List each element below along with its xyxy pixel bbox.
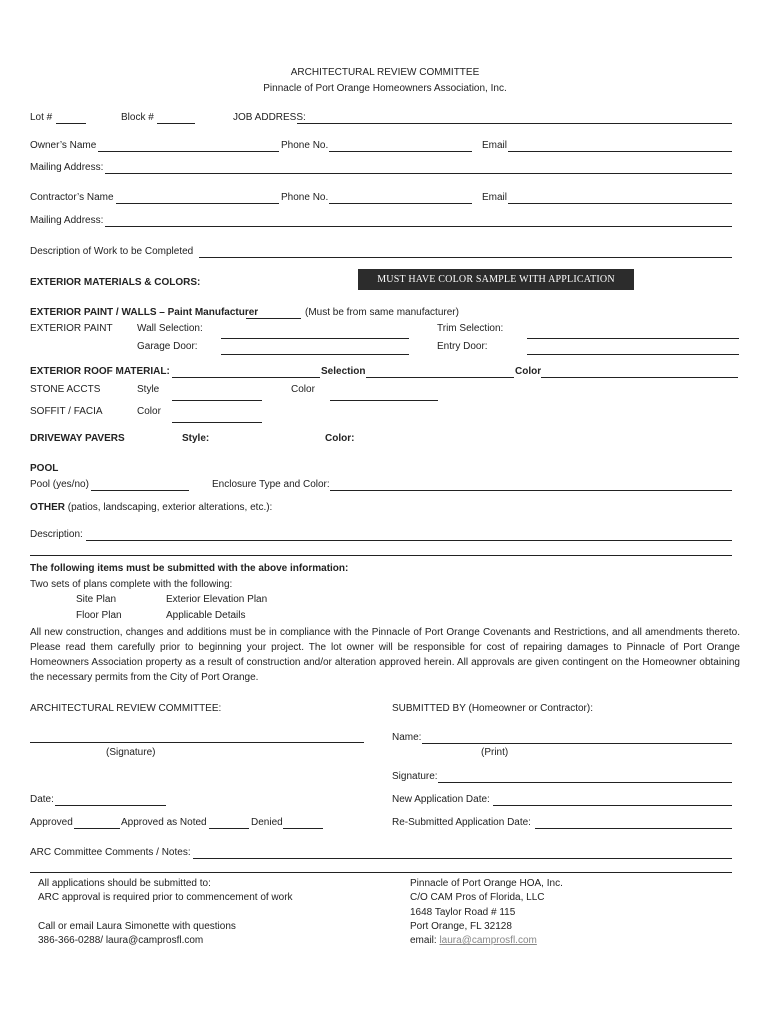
- pool-heading: POOL: [30, 463, 59, 474]
- roof-selection-field[interactable]: [366, 377, 514, 378]
- footer-street: 1648 Taylor Road # 115: [410, 907, 516, 918]
- date-label: Date:: [30, 794, 54, 805]
- materials-heading: EXTERIOR MATERIALS & COLORS:: [30, 277, 201, 288]
- footer-email: [410, 935, 537, 946]
- contractor-phone-label: Phone No.: [281, 192, 329, 203]
- block-field[interactable]: [157, 123, 195, 124]
- paint-heading: EXTERIOR PAINT / WALLS – Paint Manufacturer: [30, 307, 259, 318]
- footer-care-of: C/O CAM Pros of Florida, LLC: [410, 892, 545, 903]
- other-heading: [30, 502, 272, 513]
- trim-selection-field[interactable]: [527, 338, 739, 339]
- job-address-label: JOB ADDRESS:: [233, 112, 306, 123]
- signature-caption: (Signature): [106, 747, 156, 758]
- block-label: Block #: [121, 112, 154, 123]
- contractor-mailing-label: Mailing Address:: [30, 215, 104, 226]
- denied-field[interactable]: [283, 828, 323, 829]
- owner-email-field[interactable]: [508, 151, 732, 152]
- submitted-by-label: SUBMITTED BY (Homeowner or Contractor):: [392, 703, 593, 714]
- comments-label: ARC Committee Comments / Notes:: [30, 847, 191, 858]
- roof-color-label: Color: [515, 366, 542, 377]
- name-label: Name:: [392, 732, 422, 743]
- job-address-field[interactable]: [297, 123, 732, 124]
- paint-manufacturer-field[interactable]: [246, 318, 301, 319]
- footer-submit-to: All applications should be submitted to:: [38, 878, 211, 889]
- soffit-color-label: Color: [137, 406, 161, 417]
- contractor-email-label: Email: [482, 192, 508, 203]
- exterior-paint-label: EXTERIOR PAINT: [30, 323, 113, 334]
- pool-enclosure-field[interactable]: [330, 490, 732, 491]
- garage-door-field[interactable]: [221, 354, 409, 355]
- soffit-label: SOFFIT / FACIA: [30, 406, 103, 417]
- footer-questions: Call or email Laura Simonette with questions: [38, 921, 236, 932]
- comments-field[interactable]: [193, 858, 732, 859]
- footer-contact: 386-366-0288/ laura@camprosfl.com: [38, 935, 204, 946]
- two-sets-text: Two sets of plans complete with the following:: [30, 579, 233, 590]
- stone-style-label: Style: [137, 384, 160, 395]
- approved-as-noted-label: Approved as Noted: [121, 817, 207, 828]
- owner-name-field[interactable]: [98, 151, 279, 152]
- trim-selection-label: Trim Selection:: [437, 323, 504, 334]
- roof-material-field[interactable]: [172, 377, 320, 378]
- color-sample-banner: MUST HAVE COLOR SAMPLE WITH APPLICATION: [358, 269, 634, 290]
- footer-email-label: email:: [410, 935, 440, 946]
- pool-yes-no-field[interactable]: [91, 490, 189, 491]
- approved-as-noted-field[interactable]: [209, 828, 249, 829]
- contractor-phone-field[interactable]: [329, 203, 472, 204]
- floor-plan-text: Floor Plan: [76, 610, 122, 621]
- footer-hoa-name: Pinnacle of Port Orange HOA, Inc.: [410, 878, 563, 889]
- entry-door-field[interactable]: [527, 354, 739, 355]
- signature-label: Signature:: [392, 771, 438, 782]
- submitter-signature-field[interactable]: [438, 782, 732, 783]
- footer-approval-required: ARC approval is required prior to commencement of work: [38, 892, 293, 903]
- roof-selection-label: Selection: [321, 366, 366, 377]
- stone-label: STONE ACCTS: [30, 384, 101, 395]
- new-app-date-label: New Application Date:: [392, 794, 490, 805]
- description-field[interactable]: [199, 257, 732, 258]
- contractor-mailing-field[interactable]: [105, 226, 732, 227]
- other-heading-label: OTHER: [30, 502, 65, 513]
- submit-heading: The following items must be submitted with the above information:: [30, 563, 349, 574]
- resubmitted-field[interactable]: [535, 828, 732, 829]
- approved-label: Approved: [30, 817, 73, 828]
- other-description-field-2[interactable]: [30, 555, 732, 556]
- driveway-style-label: Style:: [182, 433, 210, 444]
- wall-selection-field[interactable]: [221, 338, 409, 339]
- new-app-date-field[interactable]: [493, 805, 732, 806]
- site-plan-text: Site Plan: [76, 594, 117, 605]
- pool-enclosure-label: Enclosure Type and Color:: [212, 479, 330, 490]
- lot-label: Lot #: [30, 112, 53, 123]
- other-description-label: Description:: [30, 529, 83, 540]
- date-field[interactable]: [55, 805, 166, 806]
- comments-field-2[interactable]: [30, 872, 732, 873]
- footer-city: Port Orange, FL 32128: [410, 921, 512, 932]
- form-title: ARCHITECTURAL REVIEW COMMITTEE: [290, 67, 480, 78]
- owner-name-label: Owner’s Name: [30, 140, 97, 151]
- footer-email-link[interactable]: laura@camprosfl.com: [439, 935, 537, 946]
- owner-phone-field[interactable]: [329, 151, 472, 152]
- stone-style-field[interactable]: [172, 400, 262, 401]
- other-heading-detail: (patios, landscaping, exterior alterations, etc.):: [65, 502, 273, 513]
- paint-note: (Must be from same manufacturer): [305, 307, 459, 318]
- approved-field[interactable]: [74, 828, 120, 829]
- contractor-name-label: Contractor’s Name: [30, 192, 114, 203]
- print-caption: (Print): [481, 747, 509, 758]
- compliance-paragraph: [30, 625, 740, 685]
- applicable-details-text: Applicable Details: [166, 610, 246, 621]
- denied-label: Denied: [251, 817, 283, 828]
- resubmitted-label: Re-Submitted Application Date:: [392, 817, 531, 828]
- lot-field[interactable]: [56, 123, 86, 124]
- arc-committee-label: ARCHITECTURAL REVIEW COMMITTEE:: [30, 703, 222, 714]
- stone-color-field[interactable]: [330, 400, 438, 401]
- driveway-label: DRIVEWAY PAVERS: [30, 433, 125, 444]
- owner-phone-label: Phone No.: [281, 140, 329, 151]
- other-description-field[interactable]: [86, 540, 732, 541]
- name-field[interactable]: [422, 743, 732, 744]
- exterior-elevation-text: Exterior Elevation Plan: [166, 594, 268, 605]
- contractor-name-field[interactable]: [116, 203, 279, 204]
- stone-color-label: Color: [291, 384, 315, 395]
- arc-signature-field[interactable]: [30, 742, 364, 743]
- pool-yes-no-label: Pool (yes/no): [30, 479, 89, 490]
- driveway-color-label: Color:: [325, 433, 355, 444]
- contractor-email-field[interactable]: [508, 203, 732, 204]
- description-label: Description of Work to be Completed: [30, 246, 194, 257]
- entry-door-label: Entry Door:: [437, 341, 488, 352]
- owner-email-label: Email: [482, 140, 508, 151]
- compliance-paragraph-text: All new construction, changes and additions must be in compliance with the Pinnacle of Port Orange Covenants and Restrictions, and all amendments thereto. Please read them carefully prior to beginning your project. The lot owner will be responsible for cost of repairing damages to Pinnacle of Port Orange Homeowners Association property as a result of construction and/or alteration approved herein. All approvals are given contingent on the Homeowner obtaining the necessary permits from the City of Port Orange.: [30, 627, 740, 683]
- garage-door-label: Garage Door:: [137, 341, 198, 352]
- roof-color-field[interactable]: [541, 377, 738, 378]
- owner-mailing-field[interactable]: [105, 173, 732, 174]
- wall-selection-label: Wall Selection:: [137, 323, 203, 334]
- owner-mailing-label: Mailing Address:: [30, 162, 104, 173]
- roof-heading: EXTERIOR ROOF MATERIAL:: [30, 366, 170, 377]
- form-subtitle: Pinnacle of Port Orange Homeowners Association, Inc.: [263, 83, 507, 94]
- soffit-color-field[interactable]: [172, 422, 262, 423]
